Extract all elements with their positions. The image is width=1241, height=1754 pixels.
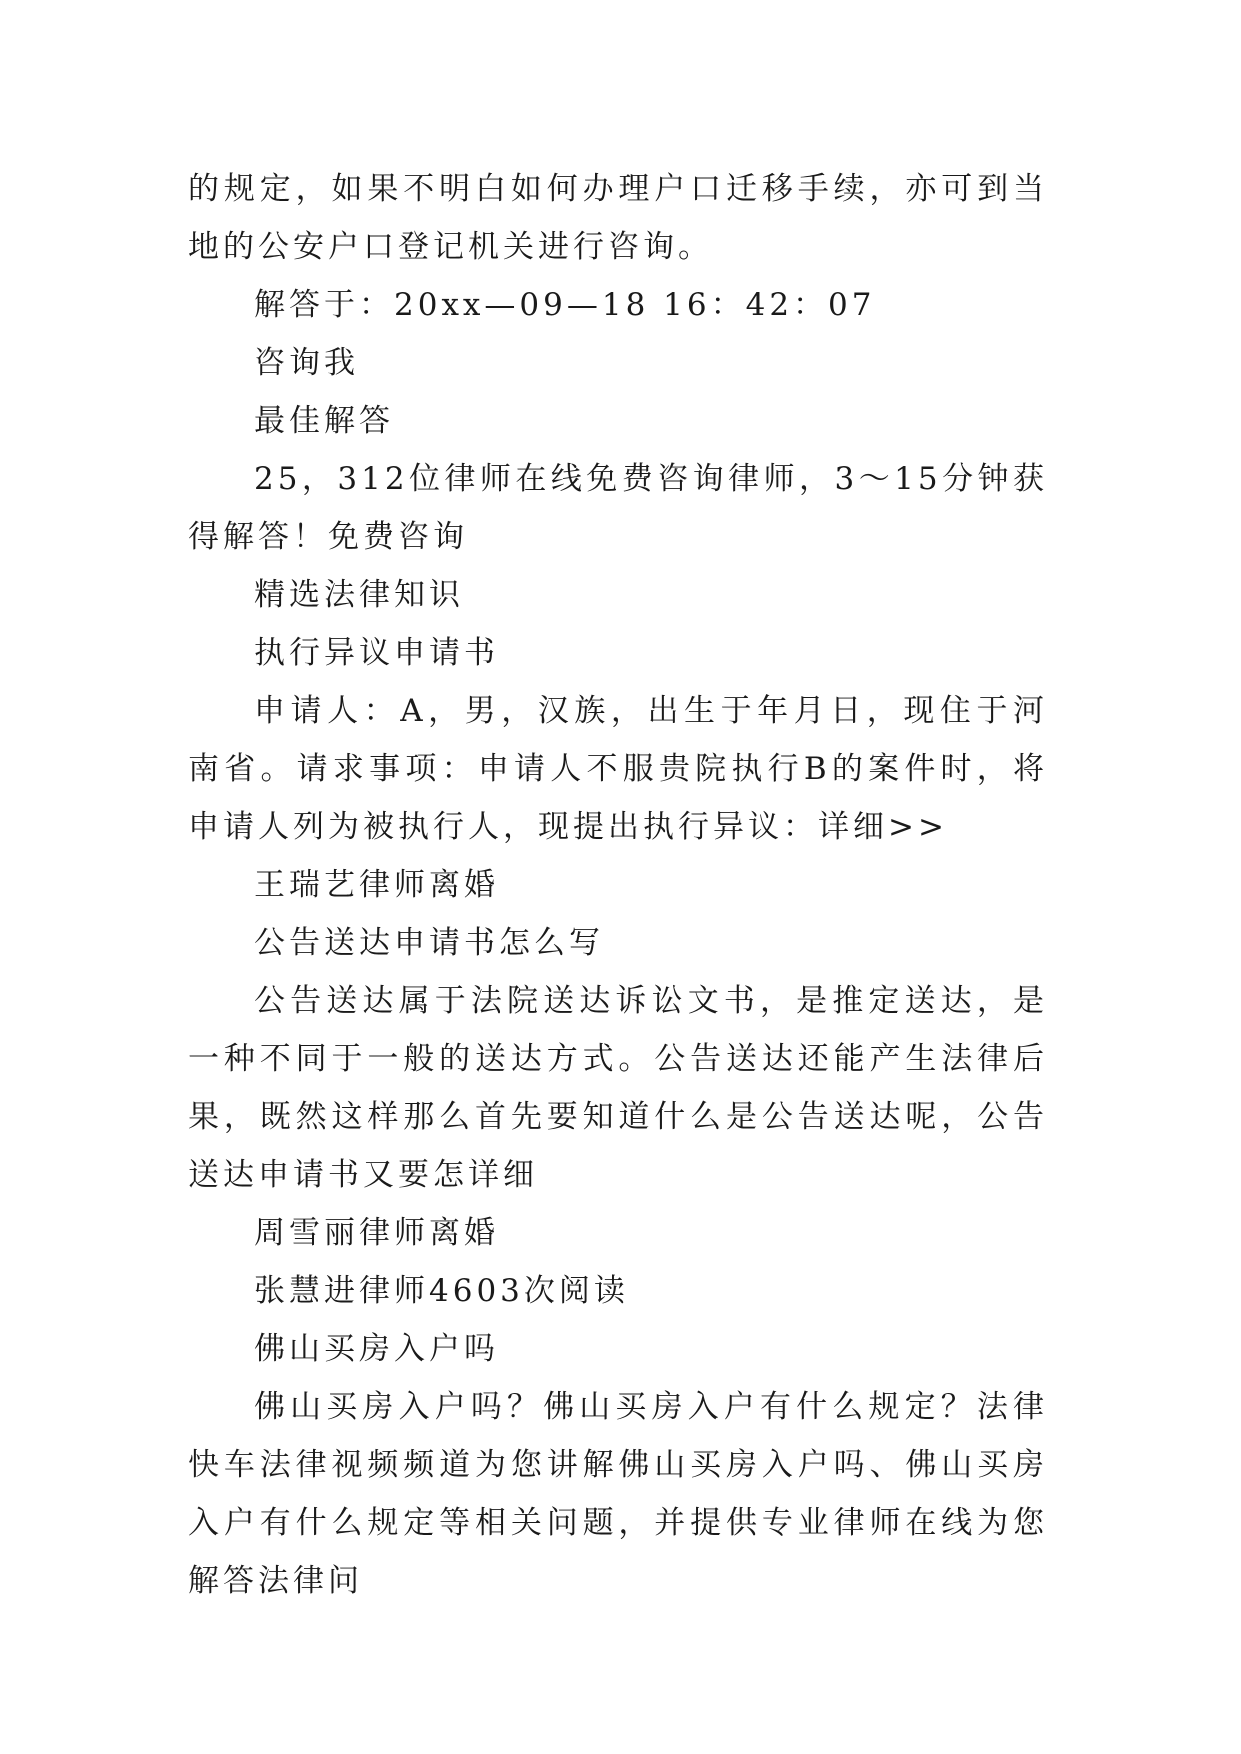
article-title-foshan-hukou[interactable]: 佛山买房入户吗 (254, 1331, 499, 1367)
article-title-execution-objection[interactable]: 执行异议申请书 (254, 635, 499, 671)
best-answer-heading: 最佳解答 (254, 403, 394, 439)
article-author-wang: 王瑞艺律师离婚 (254, 867, 499, 903)
consult-me-link[interactable]: 咨询我 (254, 345, 359, 381)
article-summary-execution-objection: 申请人：A，男，汉族，出生于年月日，现住于河南省。请求事项：申请人不服贵院执行B的案件时，将申请人列为被执行人，现提出执行异议：详细>> (188, 693, 1048, 845)
article-author-zhang-reads: 张慧进律师4603次阅读 (254, 1273, 629, 1309)
article-summary-public-notice: 公告送达属于法院送达诉讼文书，是推定送达，是一种不同于一般的送达方式。公告送达还能产生法律后果，既然这样那么首先要知道什么是公告送达呢，公告送达申请书又要怎详细 (188, 983, 1048, 1193)
article-author-zhou: 周雪丽律师离婚 (254, 1215, 499, 1251)
featured-legal-knowledge-heading: 精选法律知识 (254, 577, 464, 613)
paragraph-hukou-continuation: 的规定，如果不明白如何办理户口迁移手续，亦可到当地的公安户口登记机关进行咨询。 (188, 171, 1048, 265)
article-summary-foshan-hukou: 佛山买房入户吗？佛山买房入户有什么规定？法律快车法律视频频道为您讲解佛山买房入户吗、佛山买房入户有什么规定等相关问题，并提供专业律师在线为您解答法律问 (188, 1389, 1048, 1599)
article-title-public-notice[interactable]: 公告送达申请书怎么写 (254, 925, 604, 961)
answer-timestamp: 解答于：20xx—09—18 16：42：07 (254, 287, 876, 323)
document-body (188, 160, 1048, 1610)
lawyers-online-notice: 25，312位律师在线免费咨询律师，3～15分钟获得解答！免费咨询 (188, 461, 1048, 555)
